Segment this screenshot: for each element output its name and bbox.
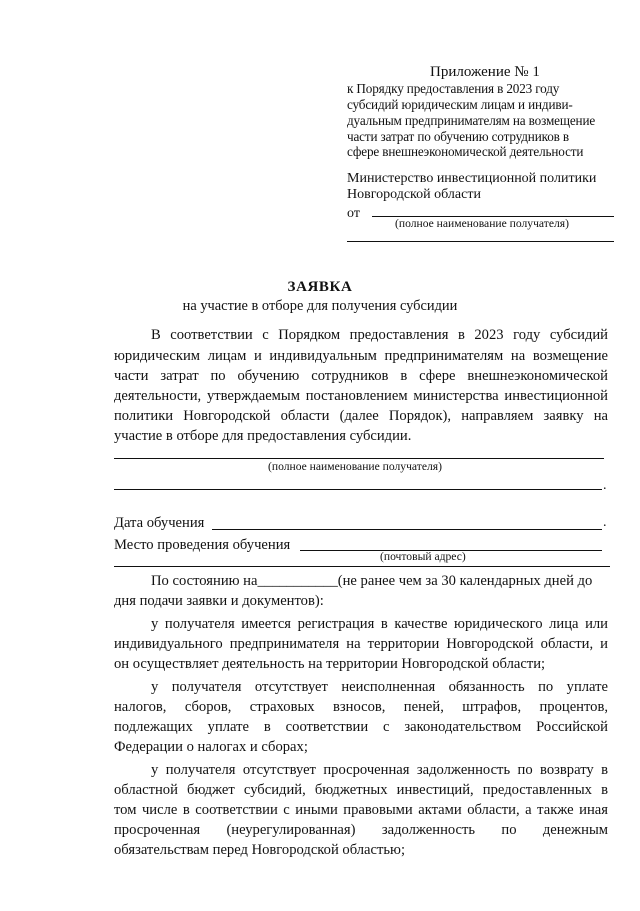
intro-line: участие в отборе для предоставления субсидии. — [114, 428, 412, 444]
condition-line: он осуществляет деятельность на территории Новгородской области; — [114, 656, 546, 672]
status-suffix: (не ранее чем за 30 календарных дней до — [337, 573, 593, 589]
training-place-label: Место проведения обучения — [114, 537, 291, 553]
annex-line: сфере внешнеэкономической деятельности — [347, 144, 584, 159]
condition-line: налогов, сборов, страховых взносов, пеней, штрафов, процентов, — [114, 699, 608, 715]
status-prefix: По состоянию на — [151, 573, 258, 589]
condition-line: просроченная (неурегулированная) задолженность по денежным — [114, 822, 608, 838]
condition-line: обязательствам перед Новгородской областью; — [114, 842, 405, 858]
training-place-hint: (почтовый адрес) — [380, 550, 466, 563]
status-line: дня подачи заявки и документов): — [114, 593, 324, 609]
document-title: ЗАЯВКА — [287, 279, 353, 295]
recipient-name-line[interactable] — [114, 458, 604, 459]
annex-line: к Порядку предоставления в 2023 году — [347, 81, 560, 96]
condition-line: областной бюджет субсидий, бюджетных инвестиций, предоставленных в — [114, 782, 608, 798]
intro-line: политики Новгородской области (далее Порядок), направляем заявку на — [114, 408, 608, 424]
recipient-name-second-line[interactable] — [114, 489, 602, 490]
annex-line: субсидий юридическим лицам и индиви- — [347, 97, 573, 112]
training-date-end-mark: . — [603, 515, 607, 530]
recipient-name-hint: (полное наименование получателя) — [268, 460, 442, 473]
ministry-line: Министерство инвестиционной политики — [347, 171, 597, 186]
training-date-field[interactable] — [212, 529, 602, 530]
condition-line: подлежащих уплате в соответствии с законодательством Российской — [114, 719, 608, 735]
intro-line: части затрат по обучению сотрудников в сфере внешнеэкономической — [114, 368, 608, 384]
training-place-second-line[interactable] — [114, 566, 610, 567]
intro-line: деятельности, утверждаемым постановлением министерства инвестиционной — [114, 388, 608, 404]
annex-line: дуальным предпринимателям на возмещение — [347, 113, 596, 128]
status-date-blank[interactable]: ___________ — [257, 573, 338, 589]
condition-line: Федерации о налогах и сборах; — [114, 739, 308, 755]
status-line — [151, 571, 592, 591]
recipient-end-mark: . — [603, 478, 607, 493]
condition-line: том числе в соответствии с иными правовыми актами области, а также иная — [114, 802, 608, 818]
annex-line: части затрат по обучению сотрудников в — [347, 129, 569, 144]
ministry-line: Новгородской области — [347, 187, 481, 202]
intro-line: юридическим лицам и индивидуальным предпринимателям на возмещение — [114, 348, 608, 364]
condition-line: у получателя отсутствует неисполненная обязанность по уплате — [151, 679, 608, 695]
from-hint: (полное наименование получателя) — [395, 217, 569, 230]
annex-title: Приложение № 1 — [430, 64, 540, 80]
intro-line: В соответствии с Порядком предоставления в 2023 году субсидий — [151, 327, 608, 343]
training-date-label: Дата обучения — [114, 515, 205, 531]
condition-line: у получателя отсутствует просроченная задолженность по возврату в — [151, 762, 608, 778]
condition-line: индивидуального предпринимателя на территории Новгородской области, и — [114, 636, 608, 652]
from-label: от — [347, 206, 360, 221]
document-subtitle: на участие в отборе для получения субсидии — [182, 298, 458, 314]
condition-line: у получателя имеется регистрация в качестве юридического лица или — [151, 616, 608, 632]
from-second-line[interactable] — [347, 241, 614, 242]
